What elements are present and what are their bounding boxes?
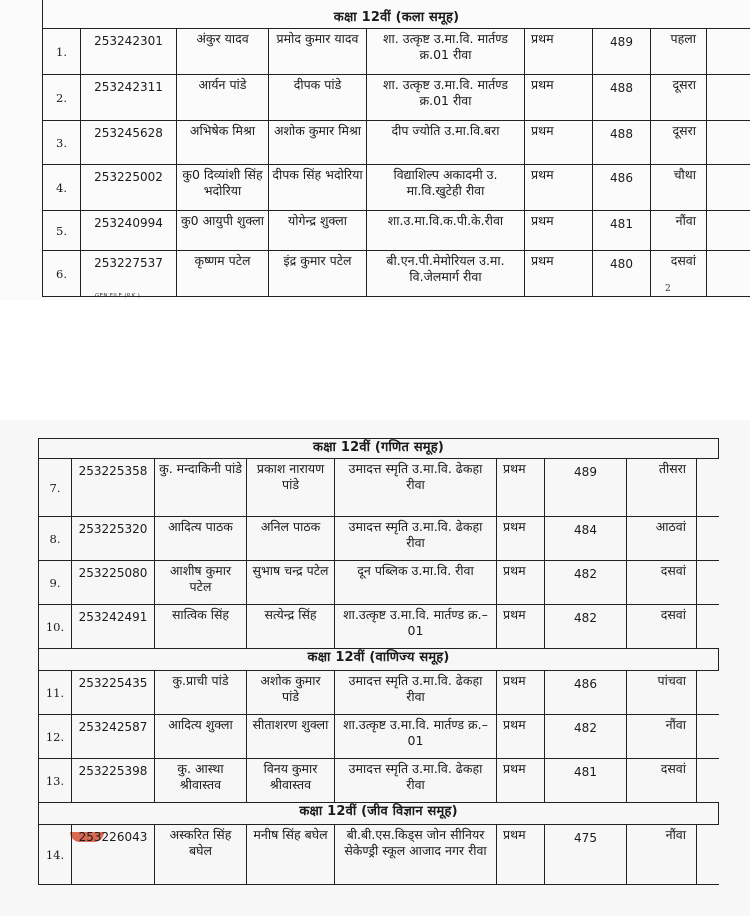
school-name-cell: शा.उत्कृष्ट उ.मा.वि. मार्तण्ड क्र.–01 [335,605,497,649]
marks-cell: 484 [545,517,627,561]
rank-cell: दसवां [651,251,707,297]
rank-cell: पांचवा [627,671,697,715]
table-row [39,517,719,561]
serial-number-cell: 5. [43,211,81,251]
section-heading-row [39,439,719,459]
blank-cell [697,517,719,561]
marks-cell: 489 [545,459,627,517]
table-row [39,825,719,885]
marks-cell: 488 [593,75,651,121]
student-name-cell: कु. मन्दाकिनी पांडे [155,459,247,517]
roll-number-cell: 253225358 [72,459,155,517]
blank-cell [697,825,719,885]
school-name-cell: दीप ज्योति उ.मा.वि.बरा [367,121,525,165]
serial-number-cell: 10. [39,605,72,649]
father-name-cell: अनिल पाठक [247,517,335,561]
student-name-cell: कु. आस्था श्रीवास्तव [155,759,247,803]
blank-cell [697,605,719,649]
student-name-cell: आशीष कुमार पटेल [155,561,247,605]
table-row [39,605,719,649]
marks-cell: 488 [593,121,651,165]
father-name-cell: अशोक कुमार मिश्रा [269,121,367,165]
roll-number-cell: 253227537 [81,251,177,297]
marks-cell: 475 [545,825,627,885]
student-name-cell: कु0 दिव्यांशी सिंह भदोरिया [177,165,269,211]
blank-cell [707,29,750,75]
division-cell: प्रथम [497,561,545,605]
serial-number-cell: 7. [39,459,72,517]
student-name-cell: सात्विक सिंह [155,605,247,649]
marks-cell: 489 [593,29,651,75]
serial-number-cell: 3. [43,121,81,165]
blank-cell [707,75,750,121]
marks-cell: 486 [593,165,651,211]
rank-cell: दसवां [627,561,697,605]
serial-number-cell: 11. [39,671,72,715]
school-name-cell: उमादत्त स्मृति उ.मा.वि. ढेकहा रीवा [335,459,497,517]
student-name-cell: अभिषेक मिश्रा [177,121,269,165]
father-name-cell: सीताशरण शुक्ला [247,715,335,759]
father-name-cell: मनीष सिंह बघेल [247,825,335,885]
roll-number-cell: 253225002 [81,165,177,211]
roll-number-cell: 253245628 [81,121,177,165]
blank-cell [707,165,750,211]
table-row [43,211,750,251]
rank-cell: दसवां [627,605,697,649]
serial-number-cell: 1. [43,29,81,75]
division-cell: प्रथम [497,671,545,715]
roll-number-cell: 253225435 [72,671,155,715]
school-name-cell: बी.बी.एस.किड्स जोन सीनियर सेकेण्ड्री स्कूल आजाद नगर रीवा [335,825,497,885]
footer-code: GEN FILE (P.K.) [95,293,141,299]
school-name-cell: बी.एन.पी.मेमोरियल उ.मा. वि.जेलमार्ग रीवा [367,251,525,297]
school-name-cell: उमादत्त स्मृति उ.मा.वि. ढेकहा रीवा [335,759,497,803]
roll-number-cell: 253242491 [72,605,155,649]
section-heading: कक्षा 12वीं (जीव विज्ञान समूह) [39,803,719,825]
serial-number-cell: 6. [43,251,81,297]
student-name-cell: कु0 आयुपी शुक्ला [177,211,269,251]
table-row [39,715,719,759]
father-name-cell: दीपक पांडे [269,75,367,121]
section-heading: कक्षा 12वीं (वाणिज्य समूह) [39,649,719,671]
roll-number-cell: 253225398 [72,759,155,803]
rank-cell: दसवां [627,759,697,803]
blank-cell [707,251,750,297]
division-cell: प्रथम [525,165,593,211]
serial-number-cell: 2. [43,75,81,121]
section-heading-row [43,0,750,29]
blank-cell [697,671,719,715]
serial-number-cell: 14. [39,825,72,885]
rank-cell: नौंवा [627,825,697,885]
school-name-cell: शा.उ.मा.वि.क.पी.के.रीवा [367,211,525,251]
section-heading-row [39,649,719,671]
rank-cell: तीसरा [627,459,697,517]
father-name-cell: सुभाष चन्द्र पटेल [247,561,335,605]
rank-cell: पहला [651,29,707,75]
roll-number-cell: 253225320 [72,517,155,561]
marks-cell: 481 [593,211,651,251]
rank-cell: चौथा [651,165,707,211]
serial-number-cell: 12. [39,715,72,759]
section-heading: कक्षा 12वीं (कला समूह) [43,0,750,29]
division-cell: प्रथम [525,121,593,165]
table-row [43,165,750,211]
section-heading: कक्षा 12वीं (गणित समूह) [39,439,719,459]
school-name-cell: दून पब्लिक उ.मा.वि. रीवा [335,561,497,605]
school-name-cell: शा.उत्कृष्ट उ.मा.वि. मार्तण्ड क्र.–01 [335,715,497,759]
serial-number-cell: 4. [43,165,81,211]
marks-cell: 482 [545,561,627,605]
father-name-cell: विनय कुमार श्रीवास्तव [247,759,335,803]
table-row [39,671,719,715]
school-name-cell: शा. उत्कृष्ट उ.मा.वि. मार्तण्ड क्र.01 रीवा [367,29,525,75]
school-name-cell: उमादत्त स्मृति उ.मा.वि. ढेकहा रीवा [335,517,497,561]
marks-cell: 481 [545,759,627,803]
rank-cell: आठवां [627,517,697,561]
blank-cell [697,715,719,759]
division-cell: प्रथम [525,211,593,251]
roll-number-cell: 253225080 [72,561,155,605]
marks-cell: 482 [545,715,627,759]
school-name-cell: शा. उत्कृष्ट उ.मा.वि. मार्तण्ड क्र.01 रीवा [367,75,525,121]
student-name-cell: आर्यन पांडे [177,75,269,121]
rank-cell: नौंवा [627,715,697,759]
division-cell: प्रथम [497,715,545,759]
father-name-cell: प्रमोद कुमार यादव [269,29,367,75]
father-name-cell: प्रकाश नारायण पांडे [247,459,335,517]
page-gap [0,300,750,420]
division-cell: प्रथम [497,459,545,517]
rank-cell: दूसरा [651,121,707,165]
section-heading-row [39,803,719,825]
division-cell: प्रथम [525,75,593,121]
division-cell: प्रथम [525,29,593,75]
rank-cell: दूसरा [651,75,707,121]
student-name-cell: कु.प्राची पांडे [155,671,247,715]
student-name-cell: आदित्य पाठक [155,517,247,561]
division-cell: प्रथम [497,759,545,803]
roll-number-cell: 253242301 [81,29,177,75]
table-row [39,561,719,605]
table-row [39,459,719,517]
school-name-cell: उमादत्त स्मृति उ.मा.वि. ढेकहा रीवा [335,671,497,715]
blank-cell [707,211,750,251]
serial-number-cell: 13. [39,759,72,803]
table-row [43,75,750,121]
marks-cell: 480 [593,251,651,297]
blank-cell [707,121,750,165]
student-name-cell: आदित्य शुक्ला [155,715,247,759]
table-row [39,759,719,803]
school-name-cell: विद्याशिल्प अकादमी उ. मा.वि.खुटेही रीवा [367,165,525,211]
father-name-cell: दीपक सिंह भदोरिया [269,165,367,211]
serial-number-cell: 8. [39,517,72,561]
division-cell: प्रथम [497,605,545,649]
division-cell: प्रथम [525,251,593,297]
document-page-1 [0,0,750,300]
roll-number-cell: 253226043 [72,825,155,885]
father-name-cell: योगेन्द्र शुक्ला [269,211,367,251]
blank-cell [697,759,719,803]
roll-number-cell: 253242587 [72,715,155,759]
table-row [43,29,750,75]
roll-number-cell: 253240994 [81,211,177,251]
results-table-science-commerce-bio [38,438,719,885]
student-name-cell: अस्करित सिंह बघेल [155,825,247,885]
father-name-cell: इंद्र कुमार पटेल [269,251,367,297]
roll-number-cell: 253242311 [81,75,177,121]
division-cell: प्रथम [497,825,545,885]
division-cell: प्रथम [497,517,545,561]
student-name-cell: कृष्णम पटेल [177,251,269,297]
blank-cell [697,459,719,517]
serial-number-cell: 9. [39,561,72,605]
father-name-cell: अशोक कुमार पांडे [247,671,335,715]
student-name-cell: अंकुर यादव [177,29,269,75]
page-number: 2 [665,284,671,294]
results-table-arts [42,0,750,297]
rank-cell: नौंवा [651,211,707,251]
marks-cell: 486 [545,671,627,715]
father-name-cell: सत्येन्द्र सिंह [247,605,335,649]
table-row [43,121,750,165]
blank-cell [697,561,719,605]
marks-cell: 482 [545,605,627,649]
table-row [43,251,750,297]
